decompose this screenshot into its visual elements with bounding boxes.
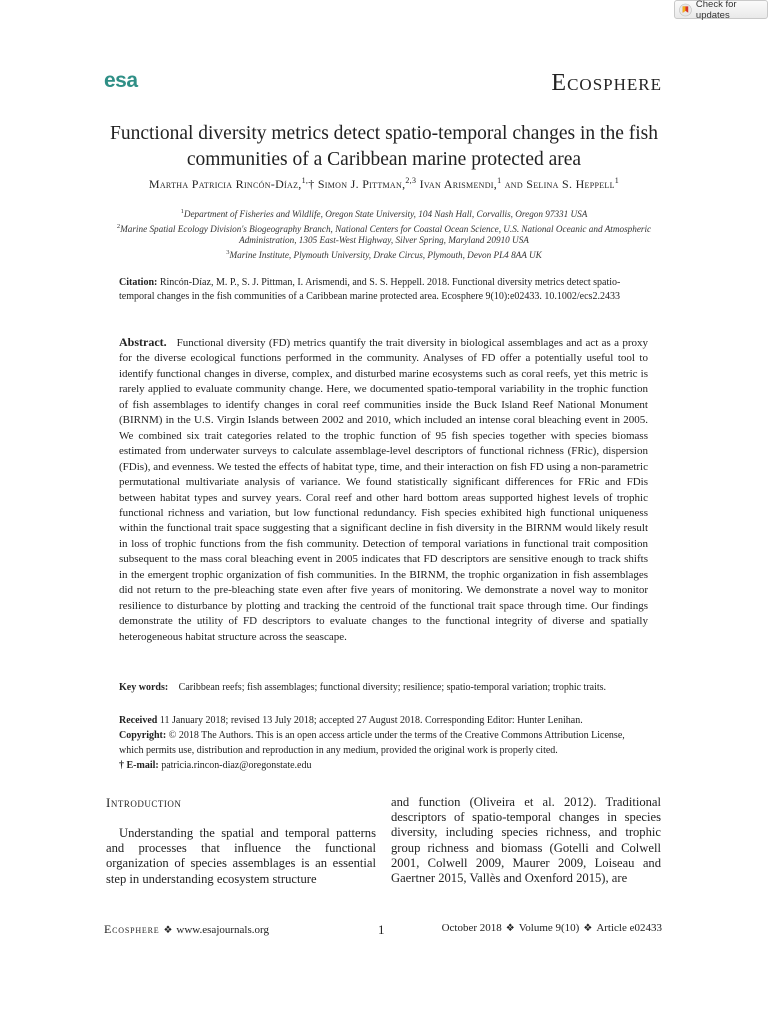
author-and: and xyxy=(504,177,523,191)
author-3-sup: 1 xyxy=(497,176,502,185)
author-2-sup: 2,3 xyxy=(405,176,417,185)
footer-article: Article e02433 xyxy=(596,922,662,934)
footer-journal: Ecosphere xyxy=(104,922,160,936)
citation-label: Citation: xyxy=(119,277,158,288)
citation-text: Rincón-Díaz, M. P., S. J. Pittman, I. Arismendi, and S. S. Heppell. 2018. Functional diversity metrics detect spatio-temporal changes in the fish communities of a Caribbean marine protected area. Ecosphere 9(10):e02433. 10.1002/ecs2.2433 xyxy=(119,277,621,302)
diamond-icon: ❖ xyxy=(163,925,173,936)
introduction-right-column: and function (Oliveira et al. 2012). Traditional descriptors of spatio-temporal changes in species diversity, including species richness, and trophic group richness and biomass (Gotelli and Colwell 2001, Colwell 2009, Maurer 2009, Loiseau and Gaertner 2015, Vallès and Oxenford 2015), are xyxy=(391,795,661,886)
footer-left xyxy=(104,922,269,937)
diamond-icon: ❖ xyxy=(583,923,593,934)
affiliation-3: $^3$Marine Institute, Plymouth University, Drake Circus, Plymouth, Devon PL4 8AA UK xyxy=(226,248,542,260)
dagger: † xyxy=(308,177,315,191)
check-for-updates-label: Check for updates xyxy=(695,0,737,21)
introduction-heading: Introduction xyxy=(106,795,182,810)
keywords-text: Caribbean reefs; fish assemblages; functional diversity; resilience; spatio-temporal variation; trophic traits. xyxy=(178,682,607,693)
introduction-paragraph: Understanding the spatial and temporal patterns and processes that influence the functional organization of species assemblages is an essential step in understanding ecosystem structure xyxy=(106,826,376,886)
footer-right xyxy=(442,922,662,934)
author-1: Martha Patricia Rincón-Díaz, xyxy=(148,177,302,191)
crossmark-icon xyxy=(679,3,692,17)
citation xyxy=(119,276,648,303)
author-list xyxy=(60,176,708,192)
received-line: Received 11 January 2018; revised 13 July 2018; accepted 27 August 2018. Corresponding Editor: Hunter Lenihan. xyxy=(119,715,583,726)
author-2: Simon J. Pittman, xyxy=(317,177,406,191)
affiliation-1: $^1$Department of Fisheries and Wildlife, Oregon State University, 104 Nash Hall, Corvallis, Oregon 97331 USA xyxy=(180,208,588,220)
email-link[interactable]: patricia.rincon-diaz@oregonstate.edu xyxy=(161,760,312,771)
author-1-sup: 1, xyxy=(301,176,309,185)
diamond-icon: ❖ xyxy=(505,923,515,934)
affiliation-2: $^2$Marine Spatial Ecology Division's Biogeography Branch, National Centers for Coastal Ocean Science, U.S. National Oceanic and Atmospheric Administration, 1305 East-West Highway, Silver Spring, Maryland 20910 USA xyxy=(116,222,652,246)
keywords xyxy=(119,682,648,693)
email-line: † E-mail: patricia.rincon-diaz@oregonstate.edu xyxy=(119,760,312,771)
footer-volume: Volume 9(10) xyxy=(518,922,580,934)
article-title: Functional diversity metrics detect spatio-temporal changes in the fish communities of a Caribbean marine protected area xyxy=(109,123,659,170)
introduction-left-column xyxy=(106,826,376,887)
page-number: 1 xyxy=(378,922,385,937)
author-3: Ivan Arismendi, xyxy=(419,177,498,191)
author-4-sup: 1 xyxy=(614,176,620,185)
footer-website[interactable]: www.esajournals.org xyxy=(176,924,269,936)
affiliations xyxy=(90,206,678,261)
check-for-updates-button[interactable] xyxy=(674,0,768,19)
footer-date: October 2018 xyxy=(441,922,502,934)
journal-name: Ecosphere xyxy=(551,70,662,96)
publisher-logo: esa xyxy=(104,69,138,92)
abstract xyxy=(119,335,648,645)
abstract-label: Abstract. xyxy=(119,335,167,349)
copyright-line: Copyright: © 2018 The Authors. This is an open access article under the terms of the Creative Commons Attribution License, which permits use, distribution and reproduction in any medium, provided the original work is properly cited. xyxy=(119,730,625,756)
author-4: Selina S. Heppell xyxy=(526,177,615,191)
article-history xyxy=(119,713,648,773)
abstract-text: Functional diversity (FD) metrics quantify the trait diversity in biological assemblages and act as a proxy for the diverse ecological functions performed in the community. Analyses of FD offer a potentially useful tool to identify functional changes in diverse, complex, and disturbed marine ecosystems such as coral reefs, yet this metric is rarely applied to evaluate community change. Here, we documented spatio-temporal variability in the trophic function of fish assemblages to identify changes in coral reef communities inside the Buck Island Reef National Monument (BIRNM) in the U.S. Virgin Islands between 2002 and 2010, which included an intense coral bleaching event in 2005. We combined six trait categories related to the trophic function of 95 fish species together with species biomass estimated from underwater surveys to calculate assemblage-level descriptors of functional richness (FRic), dispersion (FDis), and evenness. We tested the effects of habitat type, time, and their interaction on fish FD using a non‐parametric permutational multivariate analysis of variance. We found statistically significant differences for FRic and FDis between habitat types and survey years. Coral reef and other hard bottom areas supported highest levels of trophic functional richness and variation, but low functional redundancy. Fish species exhibited high functional uniqueness within the functional trait space suggesting that a significant decline in fish diversity in the BIRNM would likely result in loss of trophic functions from the fish community. Detection of temporal variations in functional trait composition subsequent to the mass coral bleaching event in 2005 indicates that FD descriptors are sensitive enough to track shifts in the emergent trophic organization of fish communities. In the BIRNM, the trophic organization in fish assemblages did not return to the pre-bleaching state even after five years of monitoring. We demonstrate a novel way to monitor resilience to disturbance by plotting and tracking the centroid of the functional trait space through time. Our findings demonstrate the utility of FD descriptors to evaluate changes to the functional integrity of diverse and spatially heterogeneous habitat structure across the seascape. xyxy=(119,337,648,643)
keywords-label: Key words: xyxy=(119,682,169,693)
